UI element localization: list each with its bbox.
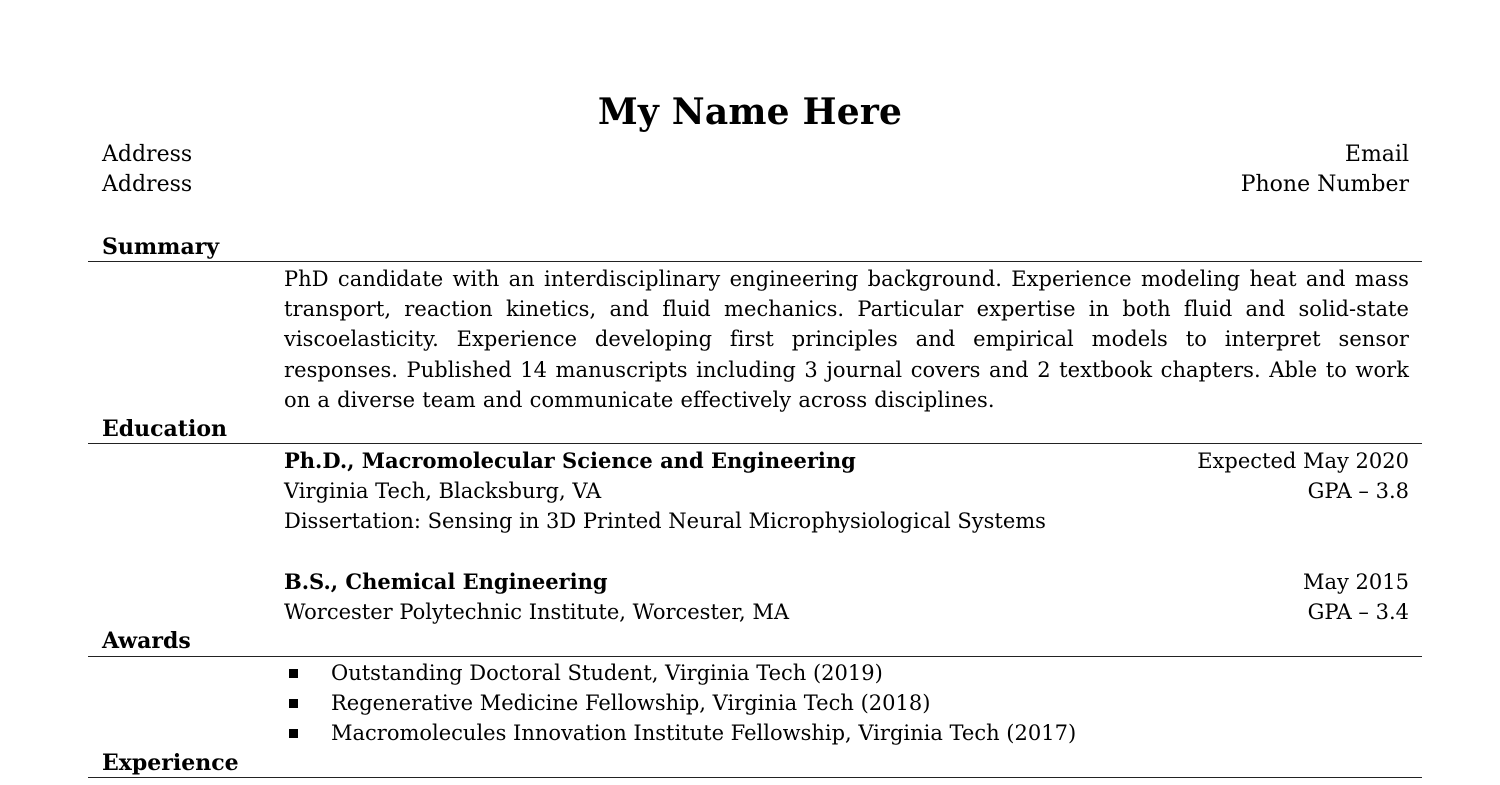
dissertation: Dissertation: Sensing in 3D Printed Neural Microphysiological Systems: [284, 509, 1046, 534]
address-line-2: Address: [102, 172, 193, 197]
education-list: [284, 446, 1409, 627]
gpa: GPA – 3.8: [1307, 479, 1409, 504]
phone-number: Phone Number: [1240, 172, 1409, 197]
email: Email: [1344, 142, 1409, 167]
education-entry-phd: [284, 446, 1409, 476]
section-divider: [88, 261, 1422, 262]
degree-date: May 2015: [1302, 569, 1409, 594]
award-text: Regenerative Medicine Fellowship, Virginia Tech (2018): [331, 691, 931, 716]
section-divider: [88, 777, 1422, 778]
degree-title: B.S., Chemical Engineering: [284, 568, 608, 594]
award-text: Outstanding Doctoral Student, Virginia Tech (2019): [331, 661, 883, 685]
education-institution-row: [284, 476, 1409, 506]
institution: Worcester Polytechnic Institute, Worcester, MA: [284, 599, 790, 624]
section-title-summary: Summary: [102, 234, 220, 260]
resume-name: My Name Here: [597, 91, 903, 133]
address-line-1: Address: [102, 142, 193, 167]
education-entry-bs: [284, 567, 1409, 597]
awards-list: [284, 658, 1409, 749]
list-item: [284, 658, 1409, 688]
education-institution-row: [284, 597, 1409, 627]
section-title-education: Education: [102, 416, 227, 442]
list-item: [284, 718, 1409, 748]
degree-date: Expected May 2020: [1197, 449, 1409, 473]
gpa: GPA – 3.4: [1307, 599, 1409, 624]
section-title-experience: Experience: [102, 750, 239, 776]
square-bullet-icon: [289, 729, 298, 738]
spacer: [284, 537, 1409, 567]
address-block: [102, 140, 192, 200]
section-title-awards: Awards: [102, 628, 191, 654]
square-bullet-icon: [289, 669, 298, 678]
summary-text: PhD candidate with an interdisciplinary engineering background. Experience modeling heat and mass transport, reaction kinetics, and fluid mechanics. Particular expertise in both fluid and solid-state viscoelasticity. Experience developing first principles and empirical models to interpret sensor responses. Published 14 manuscripts including 3 journal covers and 2 textbook chapters. Able to work on a diverse team and communicate effectively across disciplines.: [284, 267, 1409, 412]
contact-block: [1241, 140, 1409, 200]
award-text: Macromolecules Innovation Institute Fellowship, Virginia Tech (2017): [331, 721, 1077, 746]
square-bullet-icon: [289, 699, 298, 708]
degree-title: Ph.D., Macromolecular Science and Engineering: [284, 448, 856, 473]
section-divider: [88, 443, 1422, 444]
section-divider: [88, 656, 1422, 657]
dissertation-row: [284, 506, 1409, 536]
institution: Virginia Tech, Blacksburg, VA: [284, 479, 602, 504]
list-item: [284, 688, 1409, 718]
